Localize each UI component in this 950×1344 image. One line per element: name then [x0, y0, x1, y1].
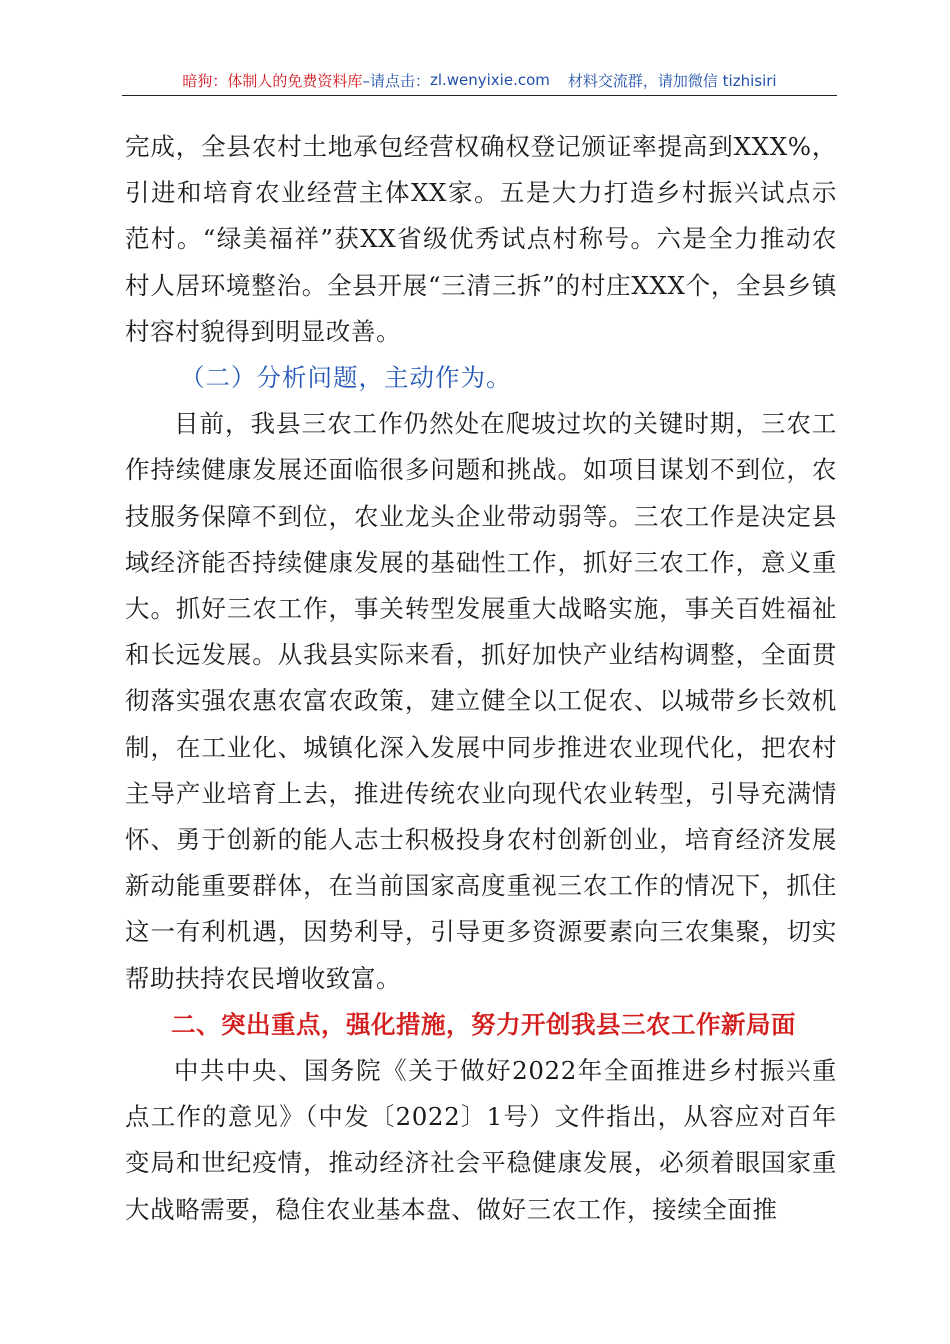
header-brand: 暗狗：体制人的免费资料库	[182, 71, 363, 90]
header-link[interactable]: zl.wenyixie.com	[429, 71, 550, 89]
section-heading-2: 二、突出重点，强化措施，努力开创我县三农工作新局面	[171, 1009, 796, 1039]
paragraph-2: 目前，我县三农工作仍然处在爬坡过坎的关键时期，三农工作持续健康发展还面临很多问题和挑战。如项目谋划不到位，农技服务保障不到位，农业龙头企业带动弱等。三农工作是决定县域经济能否持续健康发展的基础性工作，抓好三农工作，意义重大。抓好三农工作，事关转型发展重大战略实施，事关百姓福祉和长远发展。从我县实际来看，抓好加快产业结构调整，全面贯彻落实强农惠农富农政策，建立健全以工促农、以城带乡长效机制，在工业化、城镇化深入发展中同步推进农业现代化，把农村主导产业培育上去，推进传统农业向现代农业转型，引导充满情怀、勇于创新的能人志士积极投身农村创新创业，培育经济发展新动能重要群体，在当前国家高度重视三农工作的情况下，抓住这一有利机遇，因势利导，引导更多资源要素向三农集聚，切实帮助扶持农民增收致富。	[125, 409, 837, 993]
page-header	[122, 66, 837, 94]
subheading-analysis: （二）分析问题，主动作为。	[180, 363, 512, 393]
document-body	[125, 124, 837, 1233]
header-contact: 材料交流群，请加微信 tizhisiri	[567, 71, 777, 90]
header-divider	[122, 95, 837, 96]
paragraph-3: 中共中央、国务院《关于做好2022年全面推进乡村振兴重点工作的意见》（中发〔2022〕1号）文件指出，从容应对百年变局和世纪疫情，推动经济社会平稳健康发展，必须着眼国家重大战略需要，稳住农业基本盘、做好三农工作，接续全面推	[125, 1056, 837, 1224]
paragraph-1: 完成，全县农村土地承包经营权确权登记颁证率提高到XXX%，引进和培育农业经营主体XX家。五是大力打造乡村振兴试点示范村。“绿美福祥”获XX省级优秀试点村称号。六是全力推动农村人居环境整治。全县开展“三清三拆”的村庄XXX个，全县乡镇村容村貌得到明显改善。	[125, 132, 837, 346]
header-link-prefix: –请点击：	[362, 71, 430, 90]
